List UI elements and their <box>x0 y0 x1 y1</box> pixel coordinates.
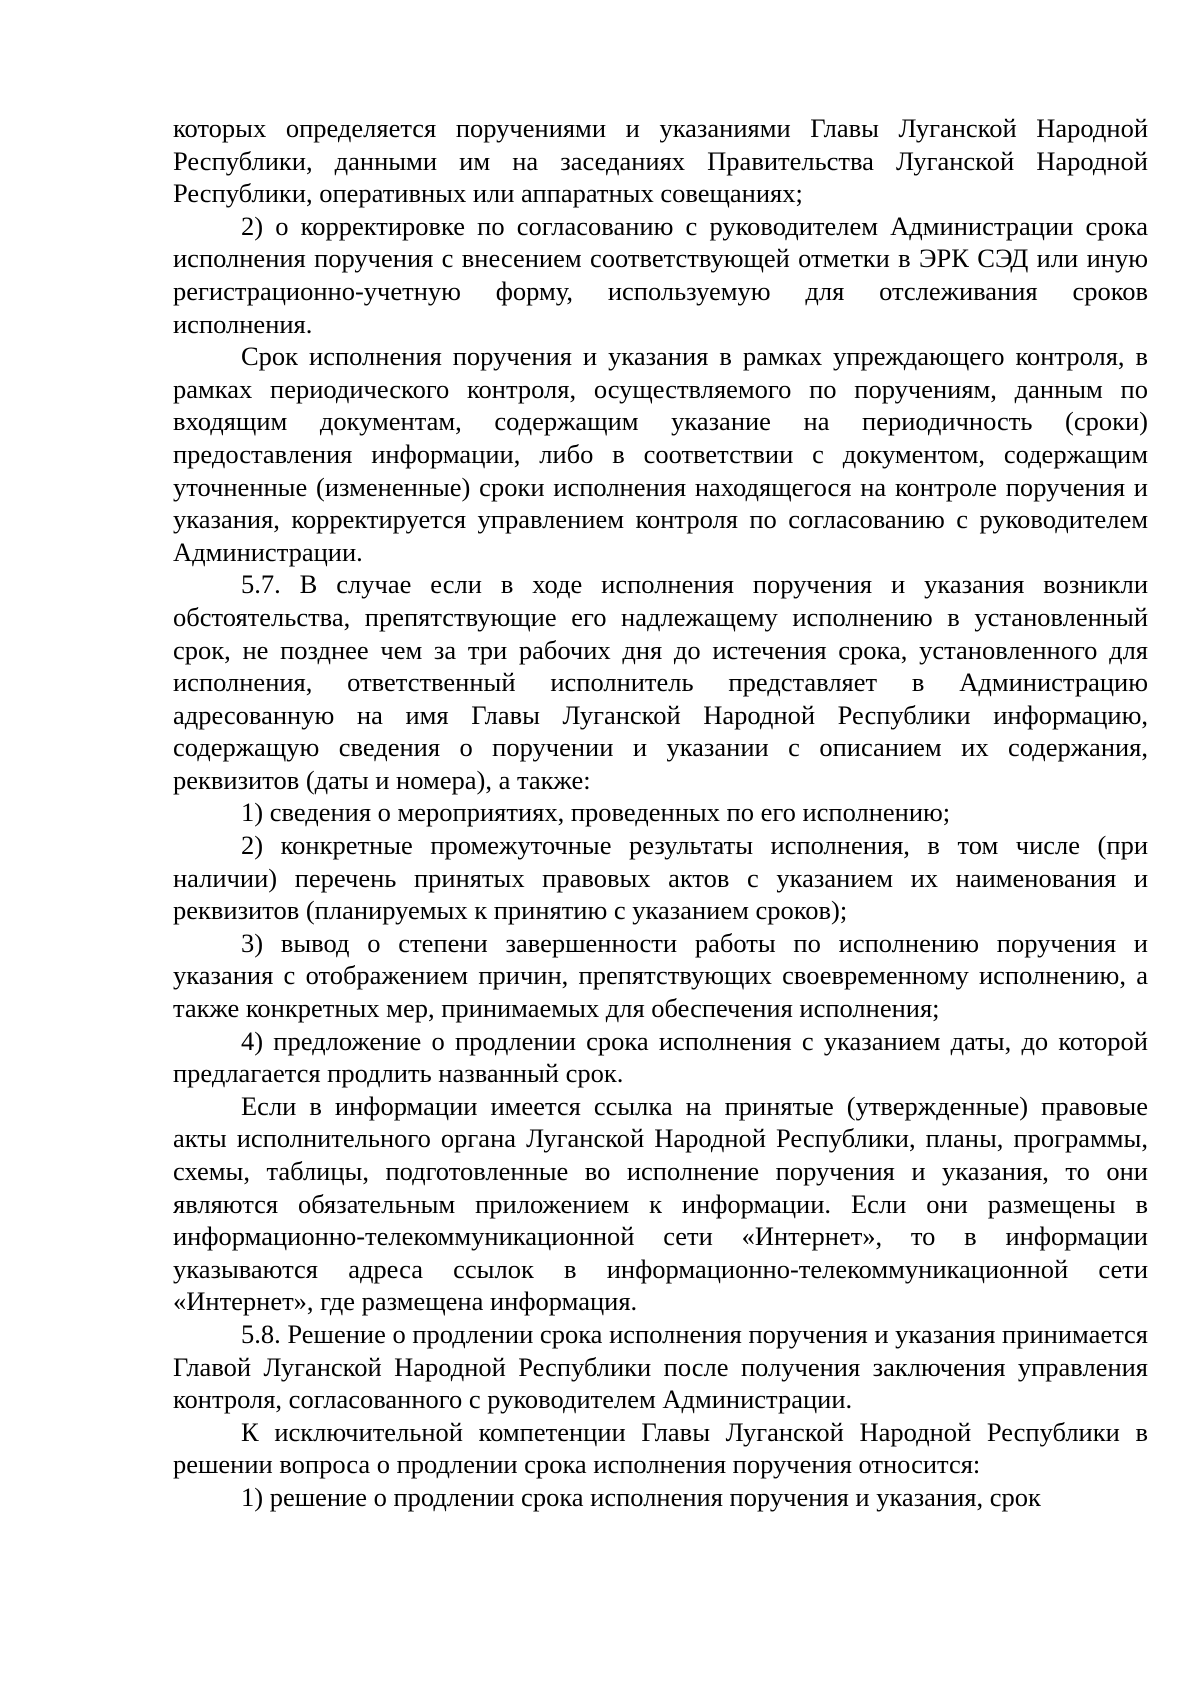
paragraph-competence-item-1: 1) решение о продлении срока исполнения поручения и указания, срок <box>241 1481 1041 1512</box>
paragraph-list-item-2: 2) конкретные промежуточные результаты исполнения, в том числе (при наличии) перечень принятых правовых актов с указанием их наименования и реквизитов (планируемых к принятию с указанием сроков); <box>173 830 1148 926</box>
paragraph-deadline-adjustment: Срок исполнения поручения и указания в рамках упреждающего контроля, в рамках периодического контроля, осуществляемого по поручениям, данным по входящим документам, содержащим указание на периодичность (сроки) предоставления информации, либо в соответствии с документом, содержащим уточненные (измененные) сроки исполнения находящегося на контроле поручения и указания, корректируется управлением контроля по согласованию с руководителем Администрации. <box>173 341 1148 567</box>
paragraph-exclusive-competence: К исключительной компетенции Главы Луганской Народной Республики в решении вопроса о продлении срока исполнения поручения относится: <box>173 1416 1148 1480</box>
document-body <box>173 112 1148 1514</box>
paragraph-list-item-3: 3) вывод о степени завершенности работы по исполнению поручения и указания с отображением причин, препятствующих своевременному исполнению, а также конкретных мер, принимаемых для обеспечения исполнения; <box>173 927 1148 1024</box>
paragraph-section-5-8: 5.8. Решение о продлении срока исполнения поручения и указания принимается Главой Луганской Народной Республики после получения заключения управления контроля, согласованного с руководителем Администрации. <box>173 1318 1148 1415</box>
paragraph-list-item-1: 1) сведения о мероприятиях, проведенных по его исполнению; <box>241 797 951 828</box>
paragraph-list-item-4: 4) предложение о продлении срока исполнения с указанием даты, до которой предлагается продлить названный срок. <box>173 1025 1148 1089</box>
paragraph-section-5-7: 5.7. В случае если в ходе исполнения поручения и указания возникли обстоятельства, препятствующие его надлежащему исполнению в установленный срок, не позднее чем за три рабочих дня до истечения срока, установленного для исполнения, ответственный исполнитель представляет в Администрацию адресованную на имя Главы Луганской Народной Республики информацию, содержащую сведения о поручении и указании с описанием их содержания, реквизитов (даты и номера), а также: <box>173 569 1148 795</box>
paragraph-item-2-correction: 2) о корректировке по согласованию с руководителем Администрации срока исполнения поручения с внесением соответствующей отметки в ЭРК СЭД или иную регистрационно-учетную форму, используемую для отслеживания сроков исполнения. <box>173 210 1148 339</box>
paragraph-continuation: которых определяется поручениями и указаниями Главы Луганской Народной Республики, данными им на заседаниях Правительства Луганской Народной Республики, оперативных или аппаратных совещаниях; <box>173 113 1148 209</box>
paragraph-attachments: Если в информации имеется ссылка на принятые (утвержденные) правовые акты исполнительного органа Луганской Народной Республики, планы, программы, схемы, таблицы, подготовленные во исполнение поручения и указания, то они являются обязательным приложением к информации. Если они размещены в информационно-телекоммуникационной сети «Интернет», то в информации указываются адреса ссылок в информационно-телекоммуникационной сети «Интернет», где размещена информация. <box>173 1090 1148 1317</box>
